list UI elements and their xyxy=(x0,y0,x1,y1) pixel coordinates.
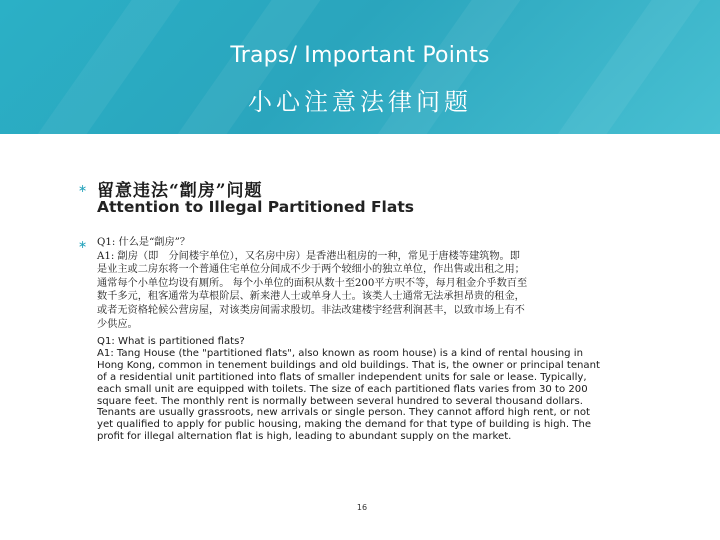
q1-chinese-text xyxy=(97,236,657,331)
q1-en-line: yet qualified to apply for public housing, making the demand for that type of building is high. The xyxy=(97,419,592,431)
q1-zh-line: 少供应。 xyxy=(97,318,138,330)
q1-english-text xyxy=(97,336,657,443)
q1-en-line: each small unit are equipped with toilets. The size of each partitioned flats varies from 30 to 200 xyxy=(97,383,588,395)
section-heading-zh: 留意违法“劏房”问题 xyxy=(97,181,263,201)
q1-zh-line: 数千多元，租客通常为草根阶层、新来港人士或单身人士。该类人士通常无法承担昂贵的租金， xyxy=(97,291,525,303)
q1-zh-line: A1: 劏房（即 分间楼宇单位），又名房中房）是香港出租房的一种，常见于唐楼等建筑物。即 xyxy=(97,250,520,262)
bullet-icon: ∗ xyxy=(78,182,88,195)
q1-zh-line: 通常每个小单位均设有厕所。 每个小单位的面积从数十至200平方呎不等，每月租金介乎数百至 xyxy=(97,277,528,289)
q1-zh-line: Q1: 什么是“劏房”？ xyxy=(97,237,191,248)
page-number: 16 xyxy=(356,503,368,512)
q1-en-line: A1: Tang House (the "partitioned flats", also known as room house) is a kind of rental housing in xyxy=(97,347,583,359)
q1-en-line: square feet. The monthly rent is normally between several hundred to several thousand dollars. xyxy=(97,395,583,407)
q1-zh-line: 或者无资格轮候公营房屋，对该类房间需求殷切。非法改建楼宇经营利润甚丰，以致市场上有不 xyxy=(97,304,525,316)
slide-title-en: Traps/ Important Points xyxy=(230,43,490,68)
q1-en-line: Q1: What is partitioned flats? xyxy=(97,336,245,347)
q1-en-line: Hong Kong, common in tenement buildings and old buildings. That is, the owner or principal tenant xyxy=(97,359,600,371)
title-band xyxy=(0,0,720,134)
section-heading-en: Attention to Illegal Partitioned Flats xyxy=(97,198,414,216)
q1-en-line: Tenants are usually grassroots, new arrivals or single person. They cannot afford high rent, or not xyxy=(97,407,590,419)
slide-title-zh: 小心注意法律问题 xyxy=(248,88,472,116)
bullet-icon: ∗ xyxy=(78,238,88,251)
q1-zh-line: 是业主或二房东将一个普通住宅单位分间成不少于两个较细小的独立单位，作出售或出租之用； xyxy=(97,264,525,276)
q1-en-line: profit for illegal alternation flat is high, leading to abundant supply on the market. xyxy=(97,431,512,443)
q1-en-line: of a residential unit partitioned into flats of smaller independent units for sale or lease. Typically, xyxy=(97,371,587,383)
